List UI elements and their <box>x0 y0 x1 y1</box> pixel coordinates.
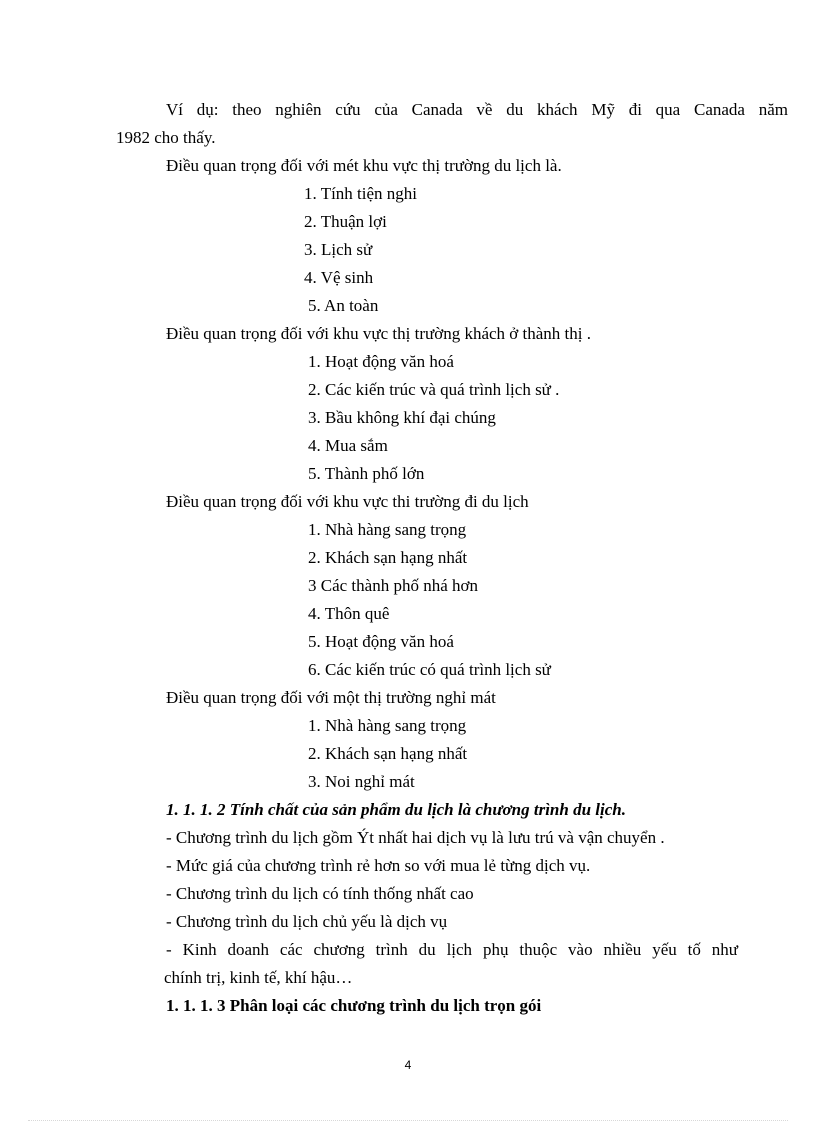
list-item: 1. Tính tiện nghi <box>304 184 418 203</box>
page-number: 4 <box>404 1058 412 1072</box>
list-item: 4. Vệ sinh <box>304 268 374 287</box>
list-item: 2. Khách sạn hạng nhất <box>308 548 468 567</box>
list-item: 2. Thuận lợi <box>304 212 387 231</box>
list-item: 1. Nhà hàng sang trọng <box>308 520 467 539</box>
list-item: 5. Thành phố lớn <box>308 464 425 483</box>
section-heading-general: Điều quan trọng đối với mét khu vực thị trường du lịch là. <box>166 156 562 175</box>
footer-divider <box>28 1120 788 1121</box>
list-item: 5. An toàn <box>308 296 379 315</box>
bullet-item-line-2: chính trị, kinh tế, khí hậu… <box>164 968 353 987</box>
list-item: 2. Các kiến trúc và quá trình lịch sử . <box>308 380 560 399</box>
list-item: 2. Khách sạn hạng nhất <box>308 744 468 763</box>
bullet-item: - Chương trình du lịch gồm Ýt nhất hai dịch vụ là lưu trú và vận chuyển . <box>166 828 665 847</box>
section-heading-resort: Điều quan trọng đối với một thị trường nghỉ mát <box>166 688 496 707</box>
list-item: 3. Bầu không khí đại chúng <box>308 408 496 427</box>
list-item: 1. Nhà hàng sang trọng <box>308 716 467 735</box>
bullet-item: - Chương trình du lịch chủ yếu là dịch vụ <box>166 912 448 931</box>
subsection-heading-1-1-1-2: 1. 1. 1. 2 Tính chất của sản phẩm du lịch là chương trình du lịch. <box>166 800 626 819</box>
bullet-item-line-1: - Kinh doanh các chương trình du lịch phụ thuộc vào nhiều yếu tố như <box>166 940 738 959</box>
list-item: 1. Hoạt động văn hoá <box>308 352 454 371</box>
list-item: 4. Thôn quê <box>308 604 390 623</box>
list-item: 5. Hoạt động văn hoá <box>308 632 454 651</box>
list-item: 3 Các thành phố nhá hơn <box>308 576 478 595</box>
intro-paragraph-line-2: 1982 cho thấy. <box>116 128 216 147</box>
list-item: 4. Mua sắm <box>308 436 388 455</box>
bullet-item: - Mức giá của chương trình rẻ hơn so với mua lẻ từng dịch vụ. <box>166 856 591 875</box>
list-item: 3. Lịch sử <box>304 240 373 259</box>
section-heading-urban: Điều quan trọng đối với khu vực thị trường khách ở thành thị . <box>166 324 591 343</box>
list-item: 3. Noi nghỉ mát <box>308 772 415 791</box>
intro-paragraph-line-1: Ví dụ: theo nghiên cứu của Canada về du khách Mỹ đi qua Canada năm <box>166 100 788 119</box>
section-heading-travel: Điều quan trọng đối với khu vực thi trường đi du lịch <box>166 492 529 511</box>
list-item: 6. Các kiến trúc có quá trình lịch sử <box>308 660 551 679</box>
bullet-item: - Chương trình du lịch có tính thống nhất cao <box>166 884 474 903</box>
subsection-heading-1-1-1-3: 1. 1. 1. 3 Phân loại các chương trình du lịch trọn gói <box>166 996 542 1015</box>
